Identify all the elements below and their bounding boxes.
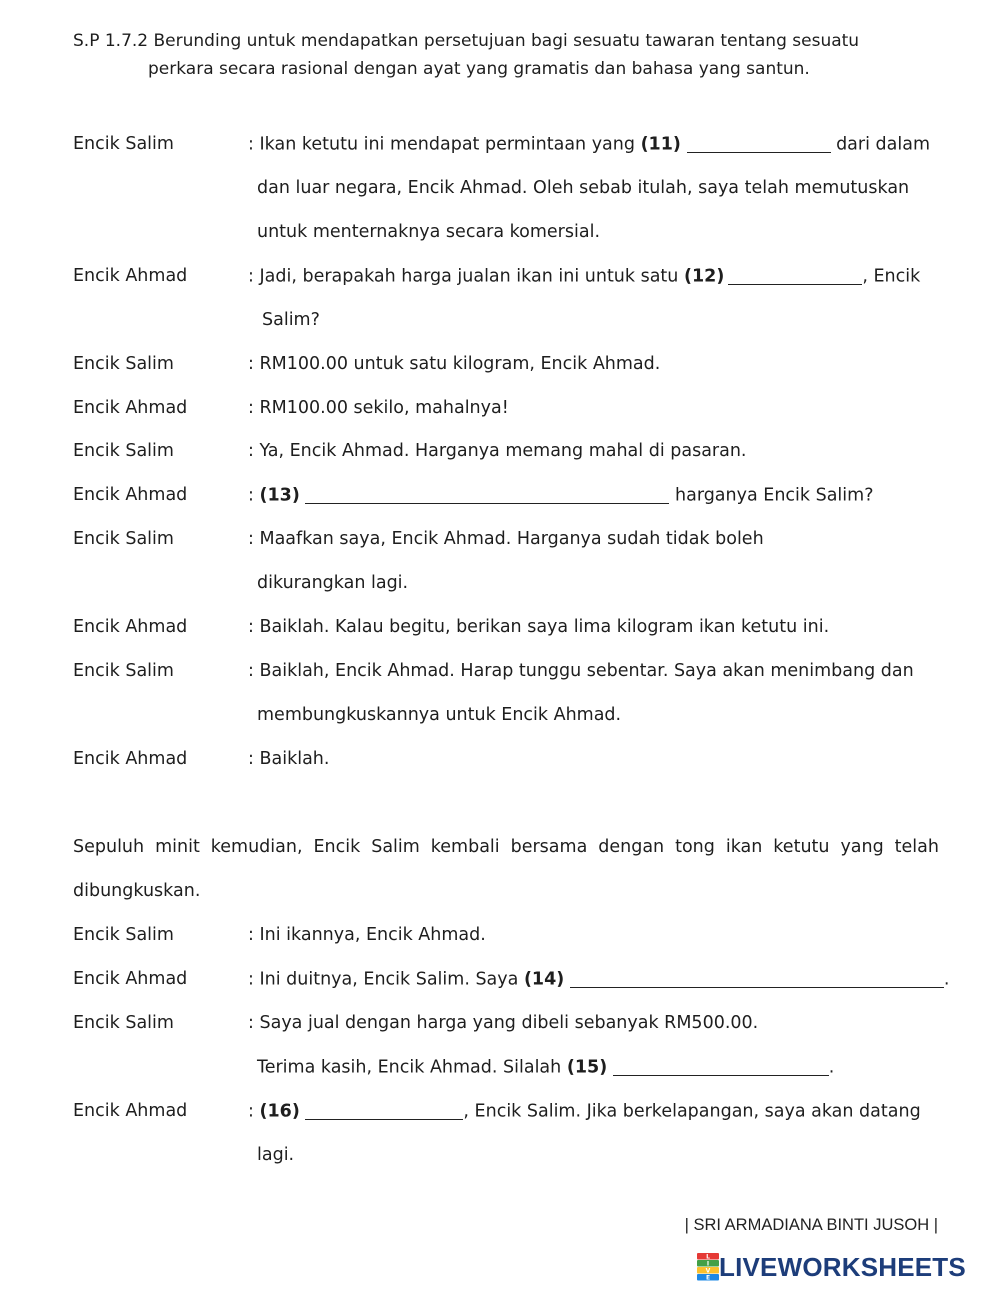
speaker-ahmad: Encik Ahmad <box>73 398 188 418</box>
colon: : <box>248 1013 254 1033</box>
dialogue-line <box>248 1013 758 1033</box>
colon: : <box>248 529 254 549</box>
colon: : <box>248 661 254 681</box>
dialogue-text: , Encik <box>862 266 921 287</box>
dialogue-line <box>248 266 920 287</box>
header-line-2: perkara secara rasional dengan ayat yang gramatis dan bahasa yang santun. <box>148 59 810 79</box>
colon: : <box>248 441 254 461</box>
answer-blank-15[interactable] <box>613 1057 829 1076</box>
question-number: (13) <box>259 485 300 506</box>
speaker-ahmad: Encik Ahmad <box>73 266 188 286</box>
colon: : <box>248 266 254 287</box>
colon: : <box>248 354 254 374</box>
answer-blank-14[interactable] <box>570 969 944 988</box>
speaker-ahmad: Encik Ahmad <box>73 749 188 769</box>
dialogue-text: Saya jual dengan harga yang dibeli sebanyak RM500.00. <box>259 1013 759 1033</box>
dialogue-text: Ini ikannya, Encik Ahmad. <box>259 925 486 945</box>
speaker-ahmad: Encik Ahmad <box>73 1101 188 1121</box>
narration-line-2: dibungkuskan. <box>73 881 201 901</box>
speaker-ahmad: Encik Ahmad <box>73 485 188 505</box>
answer-blank-16[interactable] <box>305 1101 463 1120</box>
dialogue-line <box>248 749 329 769</box>
svg-text:L: L <box>706 1253 710 1261</box>
dialogue-text: Maafkan saya, Encik Ahmad. Harganya sudah tidak boleh <box>259 529 764 549</box>
dialogue-line <box>248 485 874 506</box>
dialogue-text: RM100.00 untuk satu kilogram, Encik Ahmad. <box>259 354 661 374</box>
dialogue-continuation: lagi. <box>257 1145 295 1165</box>
dialogue-text: . <box>943 969 950 990</box>
colon: : <box>248 134 254 155</box>
dialogue-line <box>248 617 829 637</box>
question-number: (12) <box>683 266 725 287</box>
dialogue-text: RM100.00 sekilo, mahalnya! <box>259 398 509 418</box>
speaker-salim: Encik Salim <box>73 925 174 945</box>
svg-text:E: E <box>705 1274 711 1281</box>
dialogue-text: Baiklah. <box>259 749 330 769</box>
question-number: (11) <box>640 134 681 155</box>
speaker-salim: Encik Salim <box>73 1013 174 1033</box>
dialogue-line <box>248 925 486 945</box>
colon: : <box>248 749 254 769</box>
dialogue-line <box>248 354 660 374</box>
narration-line-1: Sepuluh minit kemudian, Encik Salim kembali bersama dengan tong ikan ketutu yang telah <box>73 837 939 857</box>
speaker-salim: Encik Salim <box>73 134 174 154</box>
answer-blank-12[interactable] <box>728 266 862 285</box>
dialogue-text: Baiklah, Encik Ahmad. Harap tunggu sebentar. Saya akan menimbang dan <box>259 661 914 681</box>
liveworksheets-logo <box>697 1252 966 1282</box>
dialogue-text: harganya Encik Salim? <box>675 485 874 506</box>
colon: : <box>248 1101 254 1122</box>
dialogue-line <box>248 661 914 681</box>
answer-blank-11[interactable] <box>687 134 831 153</box>
dialogue-text: Baiklah. Kalau begitu, berikan saya lima kilogram ikan ketutu ini. <box>259 617 830 637</box>
dialogue-text: Ya, Encik Ahmad. Harganya memang mahal di pasaran. <box>259 441 747 461</box>
question-number: (14) <box>523 969 565 990</box>
speaker-salim: Encik Salim <box>73 529 174 549</box>
svg-text:V: V <box>705 1267 711 1275</box>
dialogue-text: Ikan ketutu ini mendapat permintaan yang <box>259 134 635 155</box>
dialogue-line <box>248 1101 921 1122</box>
author-credit: | SRI ARMADIANA BINTI JUSOH | <box>684 1216 938 1234</box>
dialogue-line <box>248 398 509 418</box>
dialogue-text: . <box>828 1057 835 1078</box>
dialogue-text: Jadi, berapakah harga jualan ikan ini untuk satu <box>259 266 679 287</box>
speaker-salim: Encik Salim <box>73 661 174 681</box>
dialogue-continuation: membungkuskannya untuk Encik Ahmad. <box>257 705 622 725</box>
svg-text:I: I <box>706 1260 710 1268</box>
dialogue-continuation <box>257 1057 834 1078</box>
dialogue-text: Terima kasih, Encik Ahmad. Silalah <box>257 1057 562 1078</box>
dialogue-line <box>248 969 949 990</box>
liveworksheets-logo-icon <box>697 1253 719 1281</box>
dialogue-continuation: untuk menternaknya secara komersial. <box>257 222 601 242</box>
speaker-salim: Encik Salim <box>73 354 174 374</box>
dialogue-line <box>248 441 747 461</box>
colon: : <box>248 925 254 945</box>
dialogue-line <box>248 529 764 549</box>
colon: : <box>248 485 254 506</box>
dialogue-continuation: dan luar negara, Encik Ahmad. Oleh sebab itulah, saya telah memutuskan <box>257 178 910 198</box>
speaker-salim: Encik Salim <box>73 441 174 461</box>
speaker-ahmad: Encik Ahmad <box>73 617 188 637</box>
dialogue-text: dari dalam <box>836 134 930 155</box>
question-number: (15) <box>566 1057 608 1078</box>
dialogue-continuation: dikurangkan lagi. <box>257 573 409 593</box>
dialogue-text: , Encik Salim. Jika berkelapangan, saya akan datang <box>463 1101 921 1122</box>
colon: : <box>248 617 254 637</box>
logo-wordmark: LIVEWORKSHEETS <box>719 1251 966 1282</box>
header-line-1: S.P 1.7.2 Berunding untuk mendapatkan persetujuan bagi sesuatu tawaran tentang sesuatu <box>73 31 860 51</box>
colon: : <box>248 969 254 990</box>
dialogue-continuation: Salim? <box>262 310 320 330</box>
answer-blank-13[interactable] <box>305 485 669 504</box>
dialogue-line <box>248 134 930 155</box>
dialogue-text: Ini duitnya, Encik Salim. Saya <box>259 969 519 990</box>
colon: : <box>248 398 254 418</box>
speaker-ahmad: Encik Ahmad <box>73 969 188 989</box>
question-number: (16) <box>259 1101 300 1122</box>
